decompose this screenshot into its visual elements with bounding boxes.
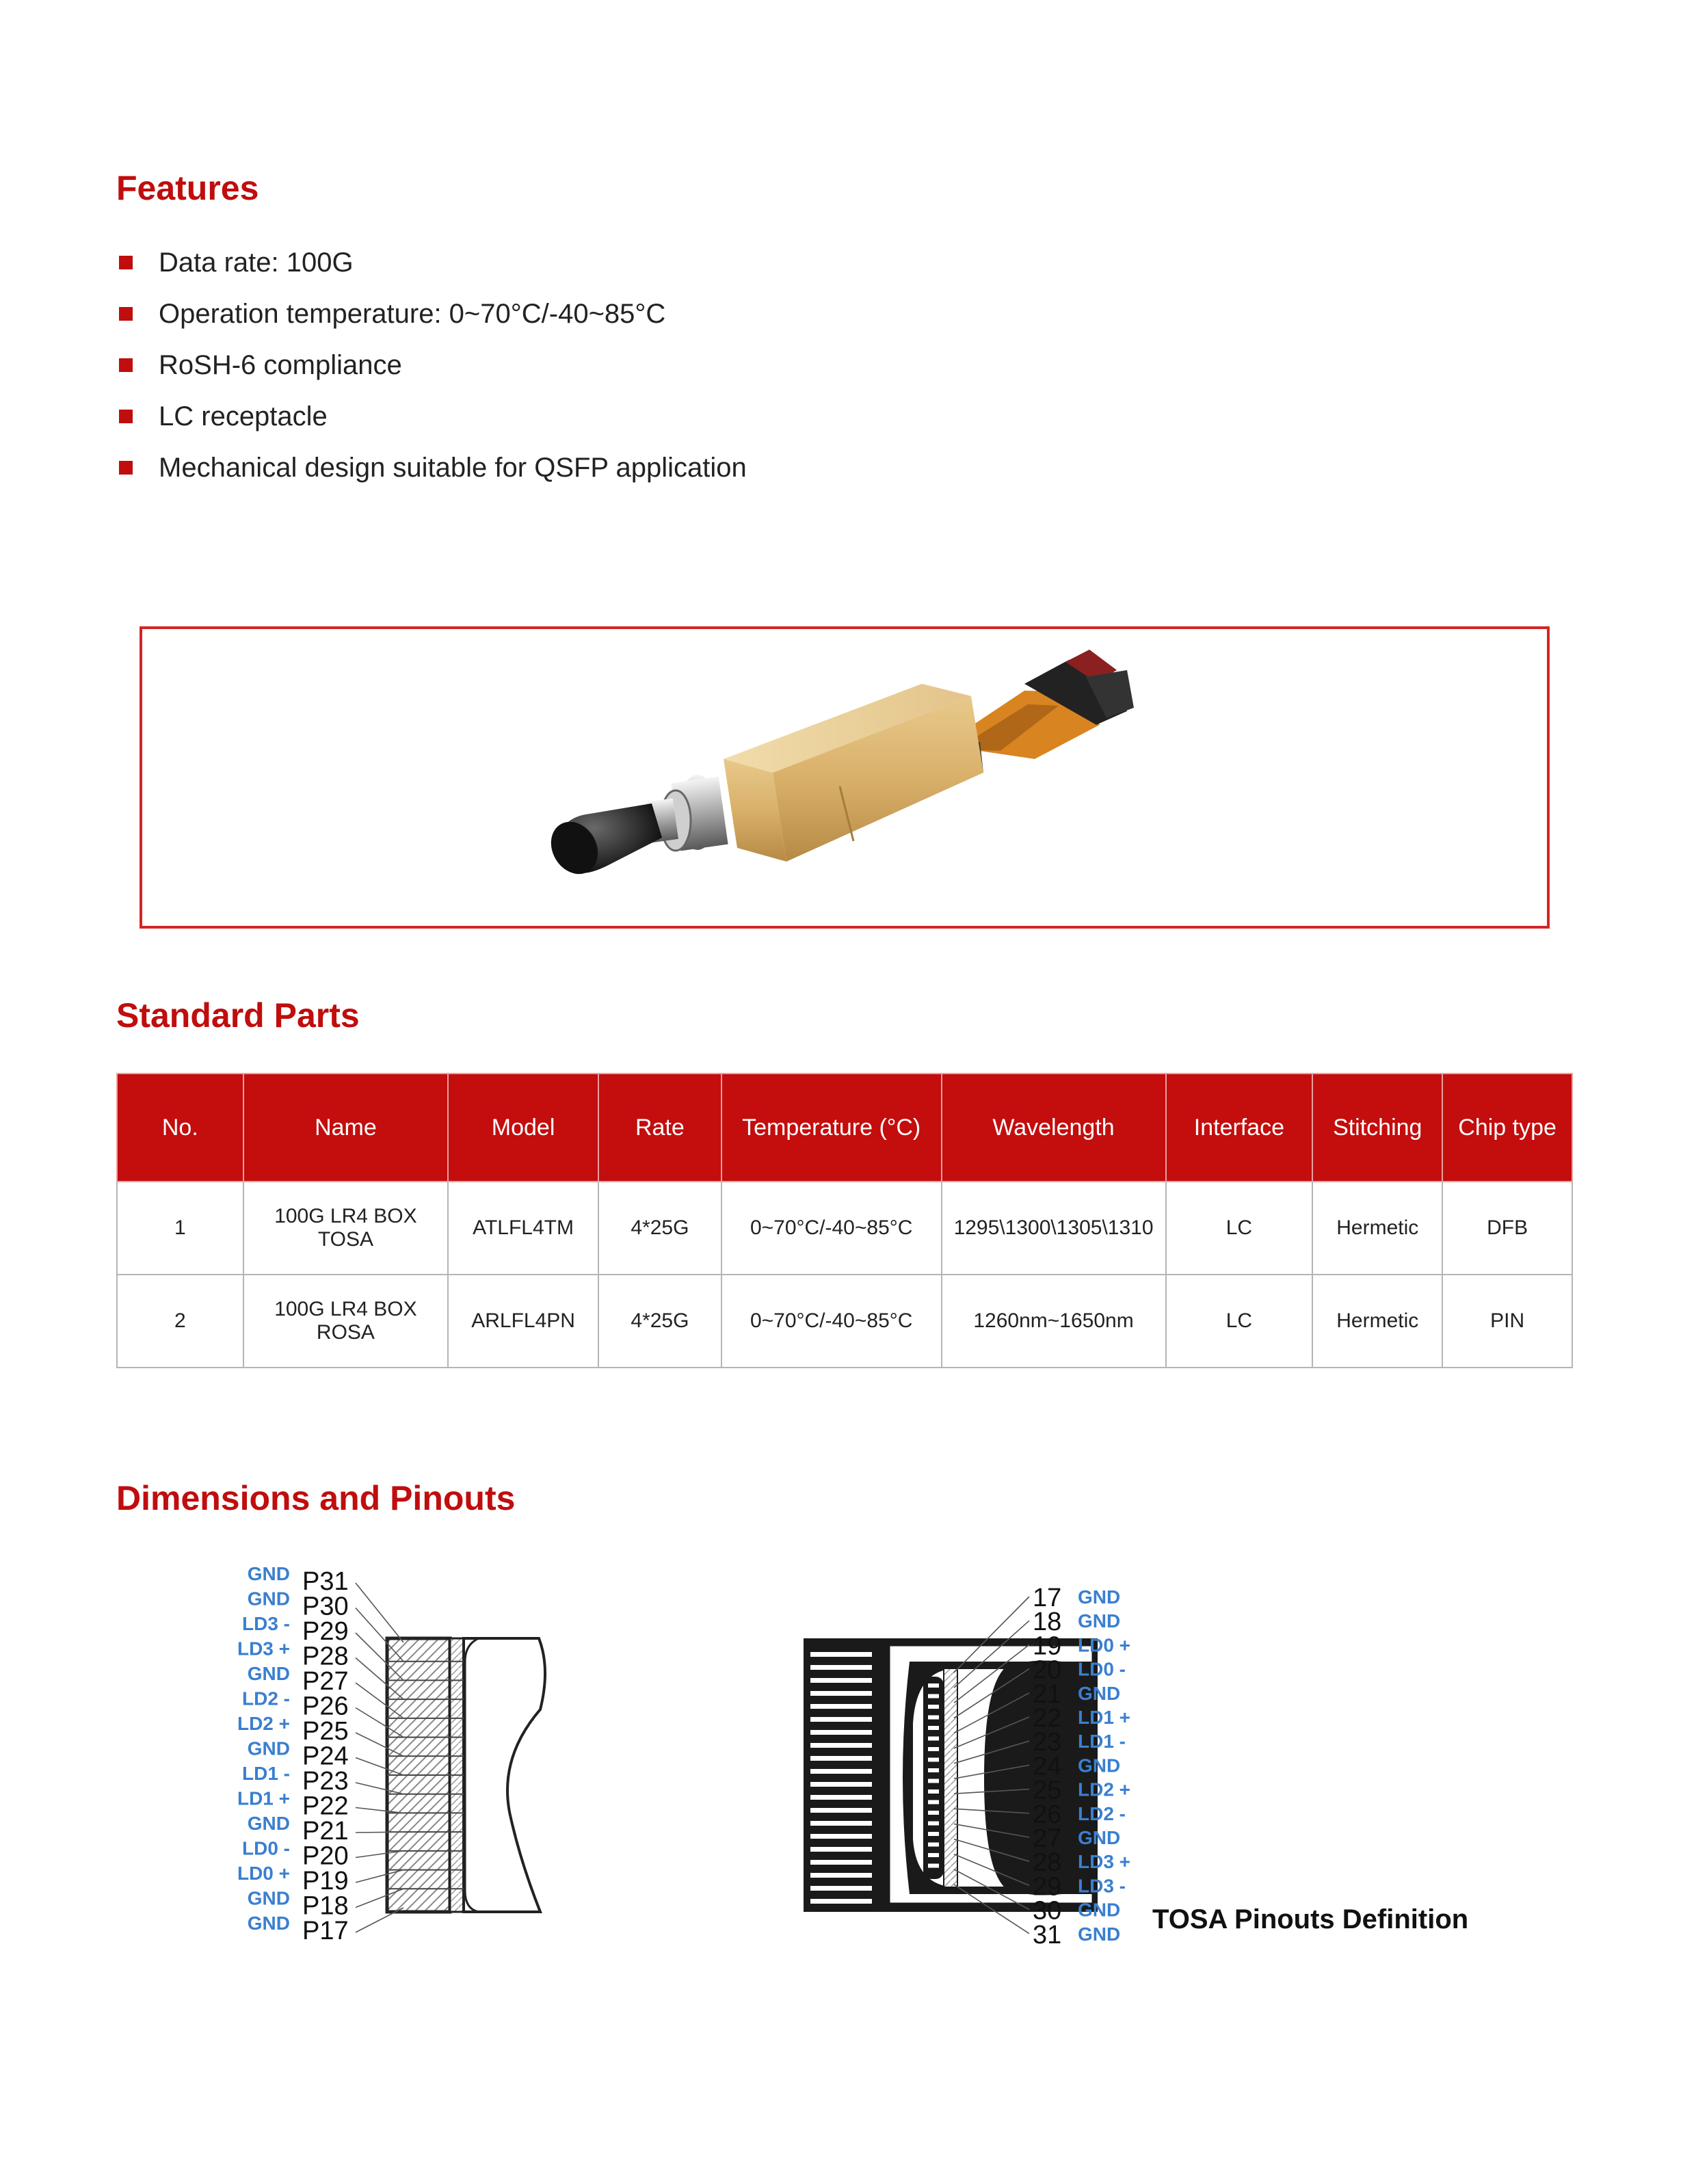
- left-pin-signal: GND: [247, 1913, 290, 1934]
- right-pin-signal: LD1 +: [1078, 1707, 1131, 1728]
- right-pin-signal: GND: [1078, 1610, 1121, 1632]
- right-pin-signal: GND: [1078, 1586, 1121, 1608]
- right-pin-signal: GND: [1078, 1755, 1121, 1776]
- left-pin-signal: GND: [247, 1813, 290, 1834]
- right-pin-signal: GND: [1078, 1899, 1121, 1921]
- table-cell: 1295\1300\1305\1310: [942, 1182, 1166, 1275]
- column-header: Stitching: [1312, 1074, 1442, 1182]
- right-pin-signal: LD2 +: [1078, 1779, 1131, 1800]
- left-pin-signal: LD1 +: [237, 1787, 290, 1809]
- table-cell: 0~70°C/-40~85°C: [721, 1182, 942, 1275]
- table-cell: ARLFL4PN: [448, 1275, 598, 1368]
- right-pin-number: 31: [1033, 1920, 1062, 1949]
- right-pin-number: 28: [1033, 1848, 1062, 1878]
- table-cell: 0~70°C/-40~85°C: [721, 1275, 942, 1368]
- left-pin-signal: GND: [247, 1563, 290, 1584]
- left-pin-number: P25: [302, 1717, 349, 1746]
- left-pin-number: P21: [302, 1817, 349, 1846]
- right-pin-number: 30: [1033, 1896, 1062, 1926]
- right-pin-number: 23: [1033, 1728, 1062, 1757]
- left-pin-number: P22: [302, 1792, 349, 1821]
- left-pin-signal: LD1 -: [242, 1763, 290, 1784]
- column-header: Rate: [598, 1074, 721, 1182]
- table-cell: Hermetic: [1312, 1182, 1442, 1275]
- left-pin-number: P18: [302, 1891, 349, 1921]
- table-cell: 1: [117, 1182, 243, 1275]
- pinout-caption: TOSA Pinouts Definition: [1152, 1904, 1469, 1934]
- left-connector-drawing: [356, 1583, 545, 1932]
- column-header: No.: [117, 1074, 243, 1182]
- left-pin-signal: LD0 -: [242, 1837, 290, 1859]
- left-pin-signal: LD3 +: [237, 1638, 290, 1660]
- left-pin-signal: LD0 +: [237, 1863, 290, 1884]
- right-pin-number: 26: [1033, 1800, 1062, 1829]
- left-pin-leader: [356, 1608, 403, 1662]
- table-cell: PIN: [1442, 1275, 1572, 1368]
- left-pin-signal: GND: [247, 1887, 290, 1909]
- column-header: Chip type: [1442, 1074, 1572, 1182]
- column-header: Temperature (°C): [721, 1074, 942, 1182]
- feature-item: Data rate: 100G: [116, 242, 747, 293]
- left-pin-number: P23: [302, 1767, 349, 1796]
- left-pin-number: P24: [302, 1742, 349, 1771]
- left-pin-number: P20: [302, 1841, 349, 1871]
- table-cell: 4*25G: [598, 1275, 721, 1368]
- table-cell: LC: [1166, 1275, 1313, 1368]
- left-pin-leader: [356, 1908, 403, 1932]
- table-cell: DFB: [1442, 1182, 1572, 1275]
- table-cell: Hermetic: [1312, 1275, 1442, 1368]
- right-pin-number: 19: [1033, 1632, 1062, 1661]
- right-pin-signal: LD3 +: [1078, 1851, 1131, 1873]
- left-pin-signal: LD3 -: [242, 1613, 290, 1634]
- left-pin-signal: GND: [247, 1588, 290, 1610]
- column-header: Name: [243, 1074, 448, 1182]
- right-pin-signal: LD3 -: [1078, 1875, 1126, 1897]
- right-pin-signal: LD2 -: [1078, 1802, 1126, 1824]
- dimensions-pinouts-heading: Dimensions and Pinouts: [116, 1479, 516, 1517]
- table-cell: 4*25G: [598, 1182, 721, 1275]
- left-pin-signal: LD2 +: [237, 1713, 290, 1734]
- right-pin-number: 24: [1033, 1752, 1062, 1781]
- table-cell: ATLFL4TM: [448, 1182, 598, 1275]
- left-pin-leader: [356, 1583, 403, 1642]
- left-pin-number: P19: [302, 1867, 349, 1895]
- right-pin-signal: LD0 -: [1078, 1658, 1126, 1680]
- left-pin-number: P27: [302, 1667, 349, 1696]
- feature-item: Mechanical design suitable for QSFP application: [116, 447, 747, 498]
- standard-parts-heading: Standard Parts: [116, 996, 360, 1035]
- feature-item: LC receptacle: [116, 396, 747, 447]
- left-pin-number: P29: [302, 1617, 349, 1646]
- left-pin-signal: GND: [247, 1737, 290, 1759]
- right-pin-number: 20: [1033, 1655, 1062, 1685]
- column-header: Wavelength: [942, 1074, 1166, 1182]
- table-cell: 100G LR4 BOX ROSA: [243, 1275, 448, 1368]
- feature-item: RoSH-6 compliance: [116, 345, 747, 396]
- right-pin-signal: GND: [1078, 1923, 1121, 1945]
- column-header: Interface: [1166, 1074, 1313, 1182]
- right-pin-number: 27: [1033, 1824, 1062, 1853]
- left-pin-leader: [356, 1832, 403, 1833]
- table-cell: LC: [1166, 1182, 1313, 1275]
- left-pin-number: P28: [302, 1642, 349, 1671]
- right-pin-number: 22: [1033, 1704, 1062, 1733]
- right-pin-signal: LD0 +: [1078, 1634, 1131, 1656]
- feature-item: Operation temperature: 0~70°C/-40~85°C: [116, 293, 747, 345]
- table-cell: 2: [117, 1275, 243, 1368]
- right-pin-number: 18: [1033, 1608, 1062, 1637]
- left-pin-signal: LD2 -: [242, 1688, 290, 1709]
- right-pin-number: 21: [1033, 1679, 1062, 1709]
- table-cell: 100G LR4 BOX TOSA: [243, 1182, 448, 1275]
- right-pin-number: 25: [1033, 1776, 1062, 1805]
- left-pin-number: P26: [302, 1692, 349, 1721]
- table-cell: 1260nm~1650nm: [942, 1275, 1166, 1368]
- left-pin-number: P17: [302, 1917, 349, 1945]
- features-heading: Features: [116, 169, 259, 207]
- right-pin-signal: LD1 -: [1078, 1731, 1126, 1753]
- left-pin-signal: GND: [247, 1663, 290, 1684]
- right-pin-number: 17: [1033, 1584, 1062, 1612]
- column-header: Model: [448, 1074, 598, 1182]
- left-pin-number: P30: [302, 1592, 349, 1621]
- right-pin-number: 29: [1033, 1872, 1062, 1902]
- left-pin-number: P31: [302, 1567, 349, 1596]
- right-pin-signal: GND: [1078, 1827, 1121, 1848]
- right-pin-signal: GND: [1078, 1682, 1121, 1704]
